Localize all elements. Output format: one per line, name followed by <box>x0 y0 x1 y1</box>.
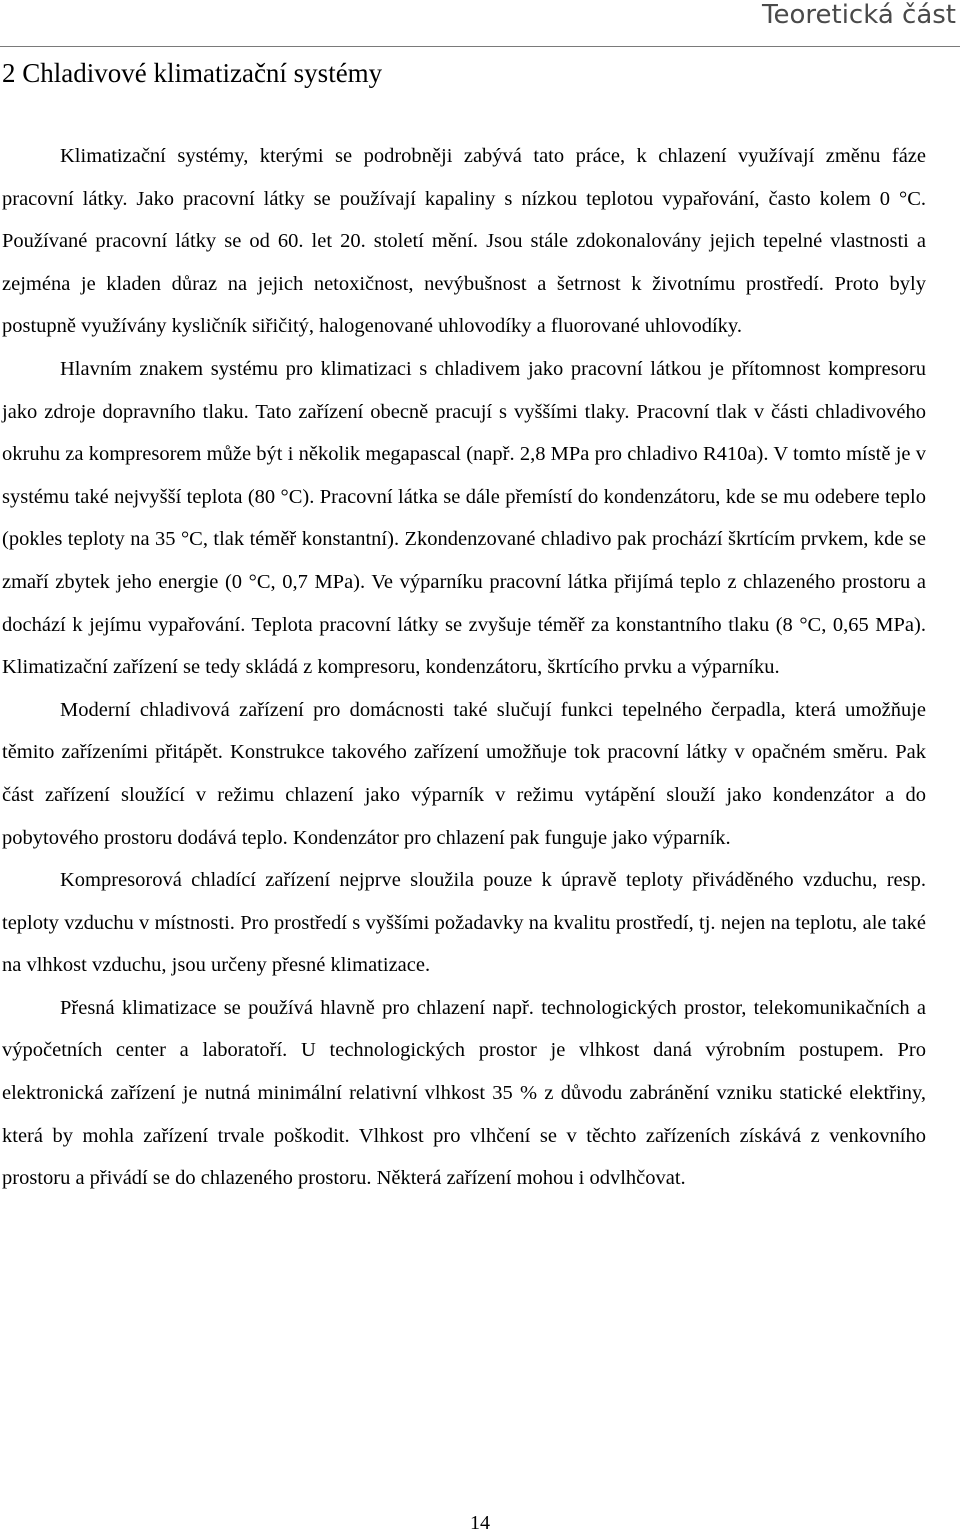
header-divider <box>0 46 960 47</box>
paragraph: Hlavním znakem systému pro klimatizaci s chladivem jako pracovní látkou je přítomnost kompresoru jako zdroje dopravního tlaku. Tato zařízení obecně pracují s vyššími tlaky. Pracovní tlak v části chladivového okruhu za kompresorem může být i několik megapascal (např. 2,8 MPa pro chladivo R410a). V tomto místě je v systému také nejvyšší teplota (80 °C). Pracovní látka se dále přemístí do kondenzátoru, kde se mu odebere teplo (pokles teploty na 35 °C, tlak téměř konstantní). Zkondenzované chladivo pak prochází škrtícím prvkem, kde se zmaří zbytek jeho energie (0 °C, 0,7 MPa). Ve výparníku pracovní látka přijímá teplo z chlazeného prostoru a dochází k jejímu vypařování. Teplota pracovní látky se zvyšuje téměř za konstantního tlaku (8 °C, 0,65 MPa). Klimatizační zařízení se tedy skládá z kompresoru, kondenzátoru, škrtícího prvku a výparníku. <box>2 357 926 679</box>
paragraph: Moderní chladivová zařízení pro domácnosti také slučují funkci tepelného čerpadla, která umožňuje těmito zařízeními přitápět. Konstrukce takového zařízení umožňuje tok pracovní látky v opačném směru. Pak část zařízení sloužící v režimu chlazení jako výparník v režimu vytápění slouží jako kondenzátor a do pobytového prostoru dodává teplo. Kondenzátor pro chlazení pak funguje jako výparník. <box>2 698 926 849</box>
paragraph: Klimatizační systémy, kterými se podrobněji zabývá tato práce, k chlazení využívají změnu fáze pracovní látky. Jako pracovní látky se používají kapaliny s nízkou teplotou vypařování, často kolem 0 °C. Používané pracovní látky se od 60. let 20. století mění. Jsou stále zdokonalovány jejich tepelné vlastnosti a zejména je kladen důraz na jejich netoxičnost, nevýbušnost a šetrnost k životnímu prostředí. Proto byly postupně využívány kysličník siřičitý, halogenované uhlovodíky a fluorované uhlovodíky. <box>2 145 926 338</box>
body-text <box>2 135 926 1200</box>
running-header: Teoretická část <box>762 0 956 30</box>
paragraph: Kompresorová chladící zařízení nejprve sloužila pouze k úpravě teploty přiváděného vzduchu, resp. teploty vzduchu v místnosti. Pro prostředí s vyššími požadavky na kvalitu prostředí, tj. nejen na teplotu, ale také na vlhkost vzduchu, jsou určeny přesné klimatizace. <box>2 869 926 977</box>
page-number: 14 <box>470 1512 490 1534</box>
paragraph: Přesná klimatizace se používá hlavně pro chlazení např. technologických prostor, telekomunikačních a výpočetních center a laboratoří. U technologických prostor je vlhkost daná výrobním postupem. Pro elektronická zařízení je nutná minimální relativní vlhkost 35 % z důvodu zabránění vzniku statické elektřiny, která by mohla zařízení trvale poškodit. Vlhkost pro vlhčení se v těchto zařízeních získává z venkovního prostoru a přivádí se do chlazeného prostoru. Některá zařízení mohou i odvlhčovat. <box>2 996 926 1190</box>
chapter-title: 2 Chladivové klimatizační systémy <box>2 58 383 88</box>
